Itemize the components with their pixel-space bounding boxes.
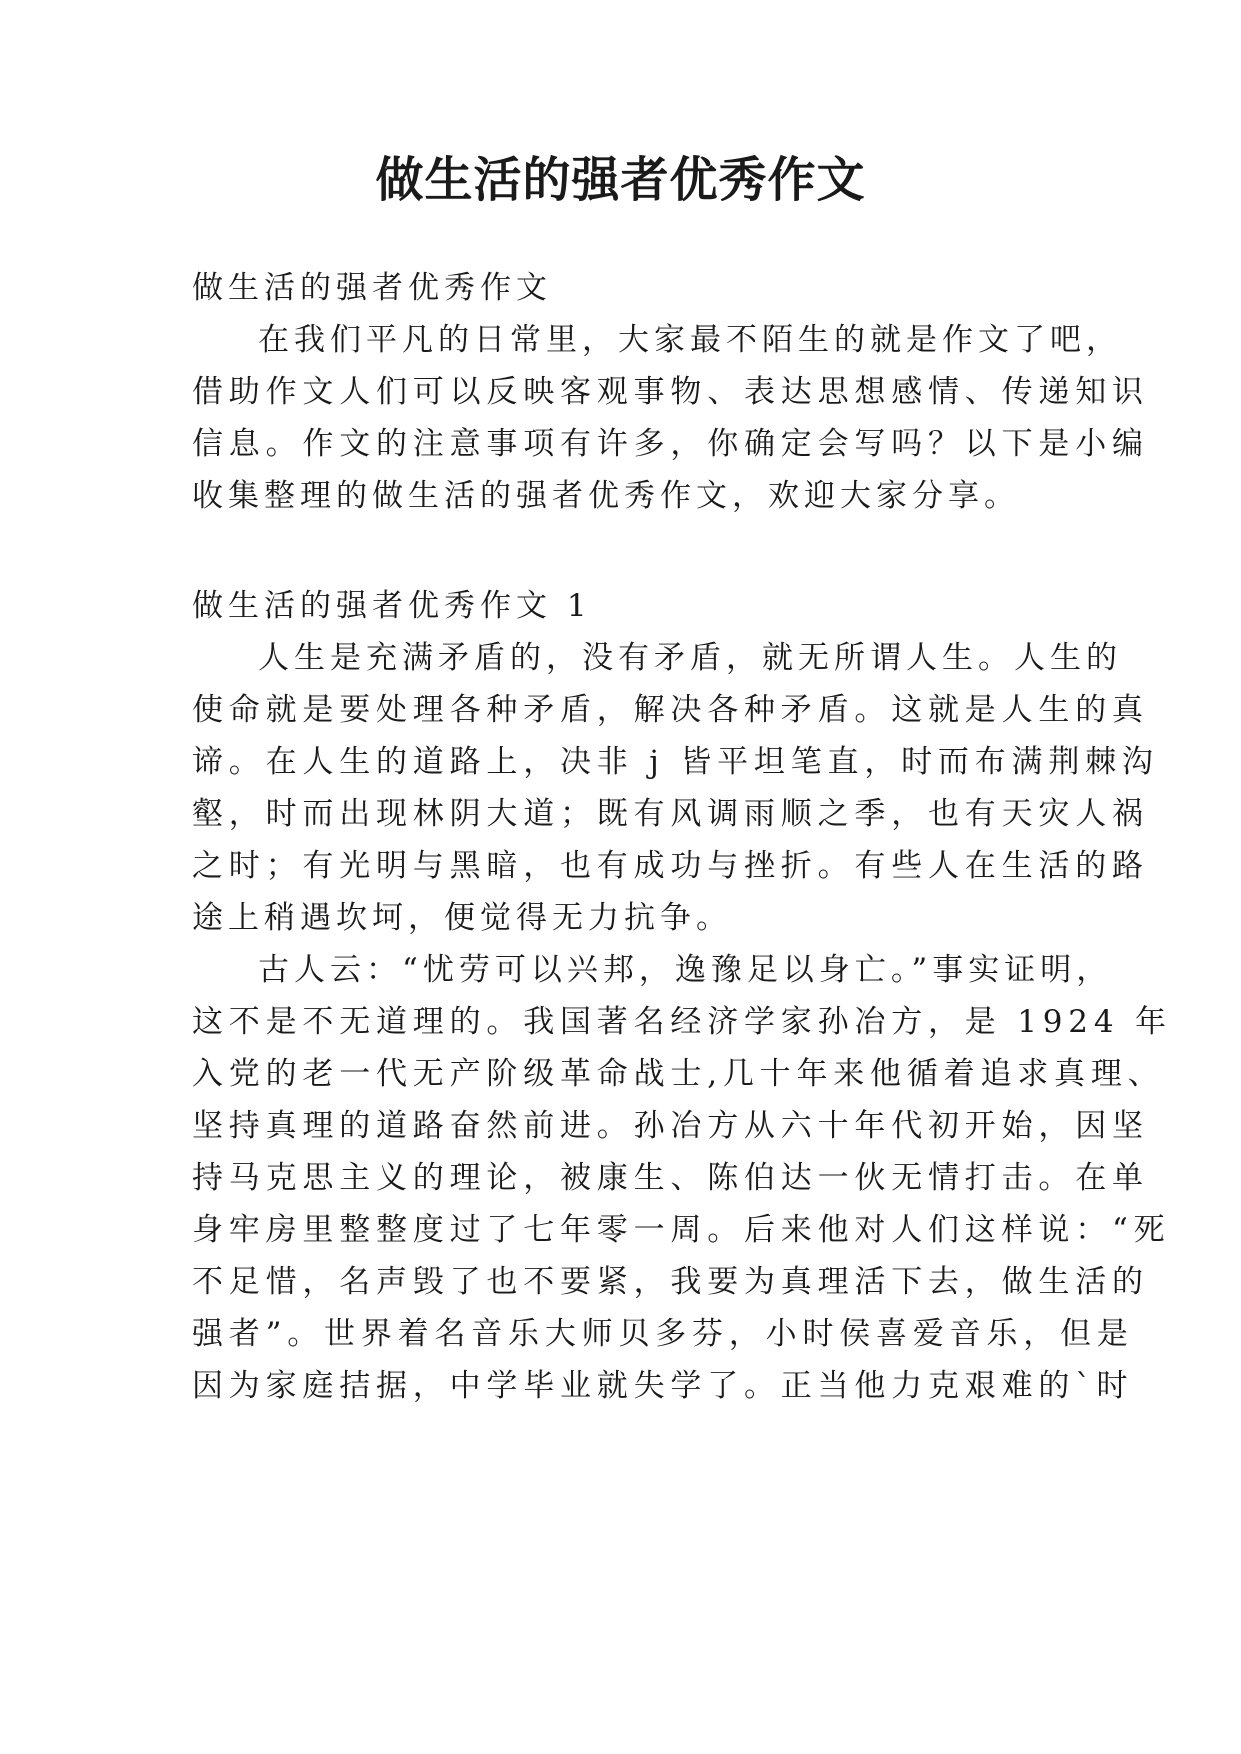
- section1-p1-line-1: 人生是充满矛盾的，没有矛盾，就无所谓人生。人生的: [258, 640, 1122, 676]
- section1-p2-line-8: 强者”。世界着名音乐大师贝多芬，小时侯喜爱音乐，但是: [192, 1316, 1134, 1352]
- intro-line-2: 借助作文人们可以反映客观事物、表达思想感情、传递知识: [192, 374, 1149, 410]
- section1-heading: 做生活的强者优秀作文 1: [192, 588, 592, 624]
- intro-line-3: 信息。作文的注意事项有许多，你确定会写吗？以下是小编: [192, 426, 1149, 462]
- document-subtitle: 做生活的强者优秀作文: [192, 270, 552, 306]
- section1-p1-line-2: 使命就是要处理各种矛盾，解决各种矛盾。这就是人生的真: [192, 692, 1149, 728]
- section1-p1-line-5: 之时；有光明与黑暗，也有成功与挫折。有些人在生活的路: [192, 848, 1149, 884]
- section1-p2-line-4: 坚持真理的道路奋然前进。孙冶方从六十年代初开始，因坚: [192, 1108, 1149, 1144]
- section1-p2-line-9: 因为家庭拮据，中学毕业就失学了。正当他力克艰难的`时: [192, 1368, 1134, 1404]
- section1-p2-line-6: 身牢房里整整度过了七年零一周。后来他对人们这样说：“死: [192, 1212, 1171, 1248]
- section1-p1-line-6: 途上稍遇坎坷，便觉得无力抗争。: [192, 900, 732, 936]
- intro-line-4: 收集整理的做生活的强者优秀作文，欢迎大家分享。: [192, 478, 1020, 514]
- section1-p2-line-7: 不足惜，名声毁了也不要紧，我要为真理活下去，做生活的: [192, 1264, 1149, 1300]
- section1-p1-line-3: 谛。在人生的道路上，决非 j 皆平坦笔直，时而布满荆棘沟: [192, 744, 1159, 780]
- section1-p2-line-1: 古人云：“忧劳可以兴邦，逸豫足以身亡。”事实证明，: [258, 952, 1113, 988]
- section1-p2-line-2: 这不是不无道理的。我国著名经济学家孙冶方，是 1924 年: [192, 1004, 1172, 1040]
- section1-p1-line-4: 壑，时而出现林阴大道；既有风调雨顺之季，也有天灾人祸: [192, 796, 1149, 832]
- document-title: 做生活的强者优秀作文: [375, 152, 866, 208]
- intro-line-1: 在我们平凡的日常里，大家最不陌生的就是作文了吧，: [258, 322, 1122, 358]
- section1-p2-line-3: 入党的老一代无产阶级革命战士,几十年来他循着追求真理、: [192, 1056, 1165, 1092]
- section1-p2-line-5: 持马克思主义的理论，被康生、陈伯达一伙无情打击。在单: [192, 1160, 1149, 1196]
